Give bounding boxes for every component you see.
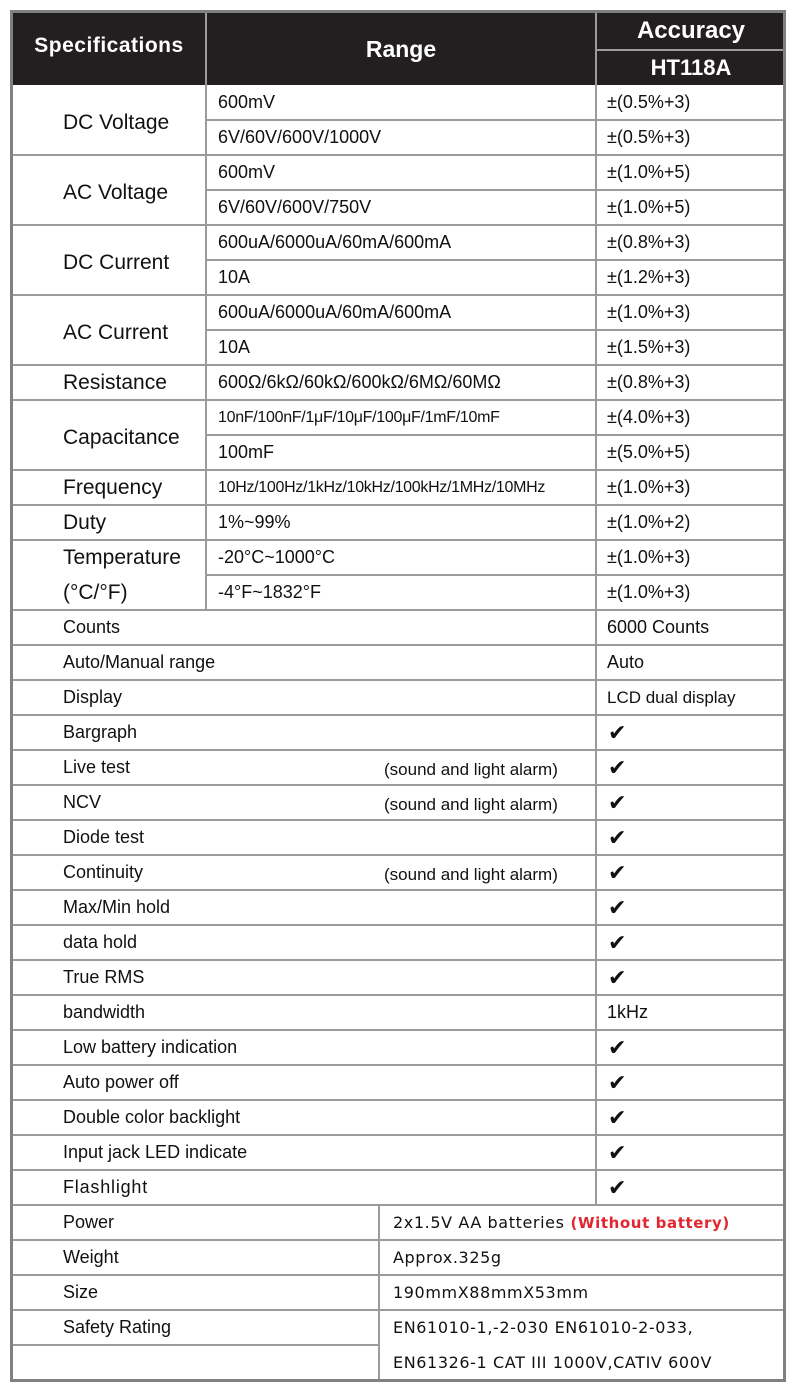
feature-label: Counts [63,617,121,637]
feature-label: Diode test [63,827,145,847]
range-cell: 600uA/6000uA/60mA/600mA [218,302,452,322]
header-model: HT118A [650,55,732,80]
feature-value: LCD dual display [607,687,736,707]
range-cell: 600mV [218,92,276,112]
feature-label: Max/Min hold [63,897,171,917]
check-icon: ✔ [608,1139,627,1165]
accuracy-cell: ±(0.8%+3) [607,372,691,392]
table-frame [10,10,786,1382]
accuracy-cell: ±(0.8%+3) [607,232,691,252]
accuracy-cell: ±(1.0%+2) [607,512,691,532]
check-icon: ✔ [608,1174,627,1200]
general-label: Power [63,1212,115,1232]
range-cell: 10A [218,337,251,357]
accuracy-cell: ±(1.0%+3) [607,302,691,322]
feature-label: Flashlight [63,1177,149,1197]
feature-note: (sound and light alarm) [384,794,558,814]
general-value: 190mmX88mmX53mm [393,1283,589,1302]
check-icon: ✔ [608,1069,627,1095]
range-cell: 6V/60V/600V/1000V [218,127,382,147]
feature-value: 1kHz [607,1002,649,1022]
accuracy-cell: ±(1.0%+5) [607,197,691,217]
accuracy-cell: ±(1.2%+3) [607,267,691,287]
feature-label: Input jack LED indicate [63,1142,248,1162]
measurement-name: AC Voltage [63,181,169,204]
accuracy-cell: ±(0.5%+3) [607,92,691,112]
feature-label: Double color backlight [63,1107,241,1127]
measurement-name: Frequency [63,475,163,499]
accuracy-cell: ±(1.0%+3) [607,547,691,567]
header-accuracy: Accuracy [636,17,746,44]
header-specifications: Specifications [34,34,184,57]
general-label: Safety Rating [63,1317,172,1337]
general-value: Approx.325g [393,1248,502,1267]
feature-label: NCV [63,792,102,812]
range-cell: 100mF [218,442,275,462]
range-cell: 600Ω/6kΩ/60kΩ/600kΩ/6MΩ/60MΩ [218,372,501,392]
feature-label: bandwidth [63,1002,146,1022]
range-cell: -4°F~1832°F [218,582,321,602]
range-cell: -20°C~1000°C [218,547,335,567]
range-cell: 1%~99% [218,512,291,532]
accuracy-cell: ±(1.0%+5) [607,162,691,182]
check-icon: ✔ [608,929,627,955]
range-cell: 10Hz/100Hz/1kHz/10kHz/100kHz/1MHz/10MHz [218,478,546,496]
measurement-name: Capacitance [63,426,180,449]
general-label: Weight [63,1247,119,1267]
feature-label: Auto power off [63,1072,179,1092]
header-range: Range [365,35,437,62]
range-cell: 600mV [218,162,276,182]
check-icon: ✔ [608,719,627,745]
measurement-name: Resistance [63,370,167,394]
check-icon: ✔ [608,754,627,780]
accuracy-cell: ±(1.5%+3) [607,337,691,357]
measurement-unit: (°C/°F) [63,580,128,604]
feature-label: Continuity [63,862,144,882]
accuracy-cell: ±(4.0%+3) [607,407,691,427]
accuracy-cell: ±(1.0%+3) [607,582,691,602]
measurement-name: DC Voltage [63,111,170,134]
check-icon: ✔ [608,1104,627,1130]
check-icon: ✔ [608,964,627,990]
check-icon: ✔ [608,824,627,850]
check-icon: ✔ [608,859,627,885]
measurement-name: Duty [63,510,107,534]
accuracy-cell: ±(1.0%+3) [607,477,691,497]
range-cell: 10A [218,267,251,287]
feature-label: Low battery indication [63,1037,238,1057]
range-cell: 6V/60V/600V/750V [218,197,372,217]
feature-label: Bargraph [63,722,138,742]
accuracy-cell: ±(0.5%+3) [607,127,691,147]
battery-note: (Without battery) [570,1213,730,1232]
range-cell: 10nF/100nF/1μF/10μF/100μF/1mF/10mF [218,408,500,426]
check-icon: ✔ [608,1034,627,1060]
measurement-name: Temperature [63,545,181,569]
general-value: EN61326-1 CAT III 1000V,CATIV 600V [393,1353,713,1372]
check-icon: ✔ [608,789,627,815]
feature-note: (sound and light alarm) [384,864,558,884]
feature-label: Display [63,687,123,707]
measurement-name: AC Current [63,321,169,344]
general-value: 2x1.5V AA batteries (Without battery) [393,1213,730,1232]
check-icon: ✔ [608,894,627,920]
accuracy-cell: ±(5.0%+5) [607,442,691,462]
feature-label: Live test [63,757,131,777]
feature-value: 6000 Counts [607,617,710,637]
general-value: EN61010-1,-2-030 EN61010-2-033, [393,1318,694,1337]
measurement-name: DC Current [63,251,170,274]
range-cell: 600uA/6000uA/60mA/600mA [218,232,452,252]
feature-value: Auto [607,652,645,672]
feature-label: True RMS [63,967,145,987]
feature-label: data hold [63,932,138,952]
feature-label: Auto/Manual range [63,652,216,672]
feature-note: (sound and light alarm) [384,759,558,779]
general-label: Size [63,1282,99,1302]
